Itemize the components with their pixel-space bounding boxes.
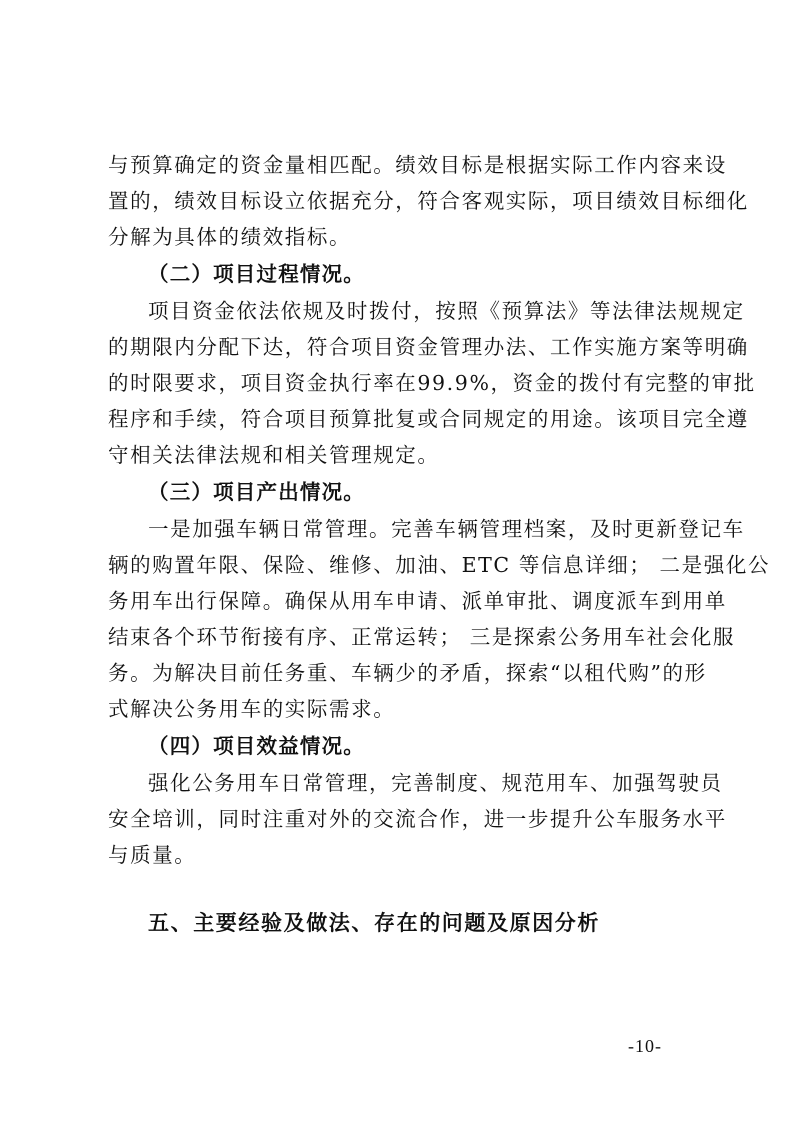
- paragraph-line: 强化公务用车日常管理，完善制度、规范用车、加强驾驶员: [148, 771, 723, 795]
- paragraph-line: 守相关法律法规和相关管理规定。: [108, 443, 440, 467]
- paragraph-line: 程序和手续，符合项目预算批复或合同规定的用途。该项目完全遵: [108, 407, 749, 431]
- paragraph-line: 与质量。: [108, 843, 197, 867]
- paragraph-line: 务。为解决目前任务重、车辆少的矛盾，探索“以租代购”的形: [108, 661, 707, 685]
- page-number: -10-: [628, 1036, 662, 1056]
- subsection-heading-benefit: （四）项目效益情况。: [148, 734, 365, 758]
- paragraph-line: 一是加强车辆日常管理。完善车辆管理档案，及时更新登记车: [148, 517, 745, 541]
- paragraph-line: 务用车出行保障。确保从用车申请、派单审批、调度派车到用单: [108, 589, 727, 613]
- section-title: 五、主要经验及做法、存在的问题及原因分析: [148, 911, 600, 935]
- subsection-heading-process: （二）项目过程情况。: [148, 262, 365, 286]
- paragraph-line: 安全培训，同时注重对外的交流合作，进一步提升公车服务水平: [108, 807, 727, 831]
- paragraph-line: 分解为具体的绩效指标。: [108, 225, 352, 249]
- paragraph-line: 辆的购置年限、保险、维修、加油、ETC 等信息详细； 二是强化公: [108, 553, 771, 577]
- paragraph-line: 式解决公务用车的实际需求。: [108, 697, 396, 721]
- paragraph-line: 与预算确定的资金量相匹配。绩效目标是根据实际工作内容来设: [108, 153, 727, 177]
- paragraph-line: 置的，绩效目标设立依据充分，符合客观实际，项目绩效目标细化: [108, 189, 749, 213]
- paragraph-line: 的期限内分配下达，符合项目资金管理办法、工作实施方案等明确: [108, 335, 749, 359]
- subsection-heading-output: （三）项目产出情况。: [148, 480, 365, 504]
- paragraph-line: 结束各个环节衔接有序、正常运转； 三是探索公务用车社会化服: [108, 625, 735, 649]
- paragraph-line: 项目资金依法依规及时拨付，按照《预算法》等法律法规规定: [148, 299, 745, 323]
- paragraph-line: 的时限要求，项目资金执行率在99.9%，资金的拨付有完整的审批: [108, 371, 756, 395]
